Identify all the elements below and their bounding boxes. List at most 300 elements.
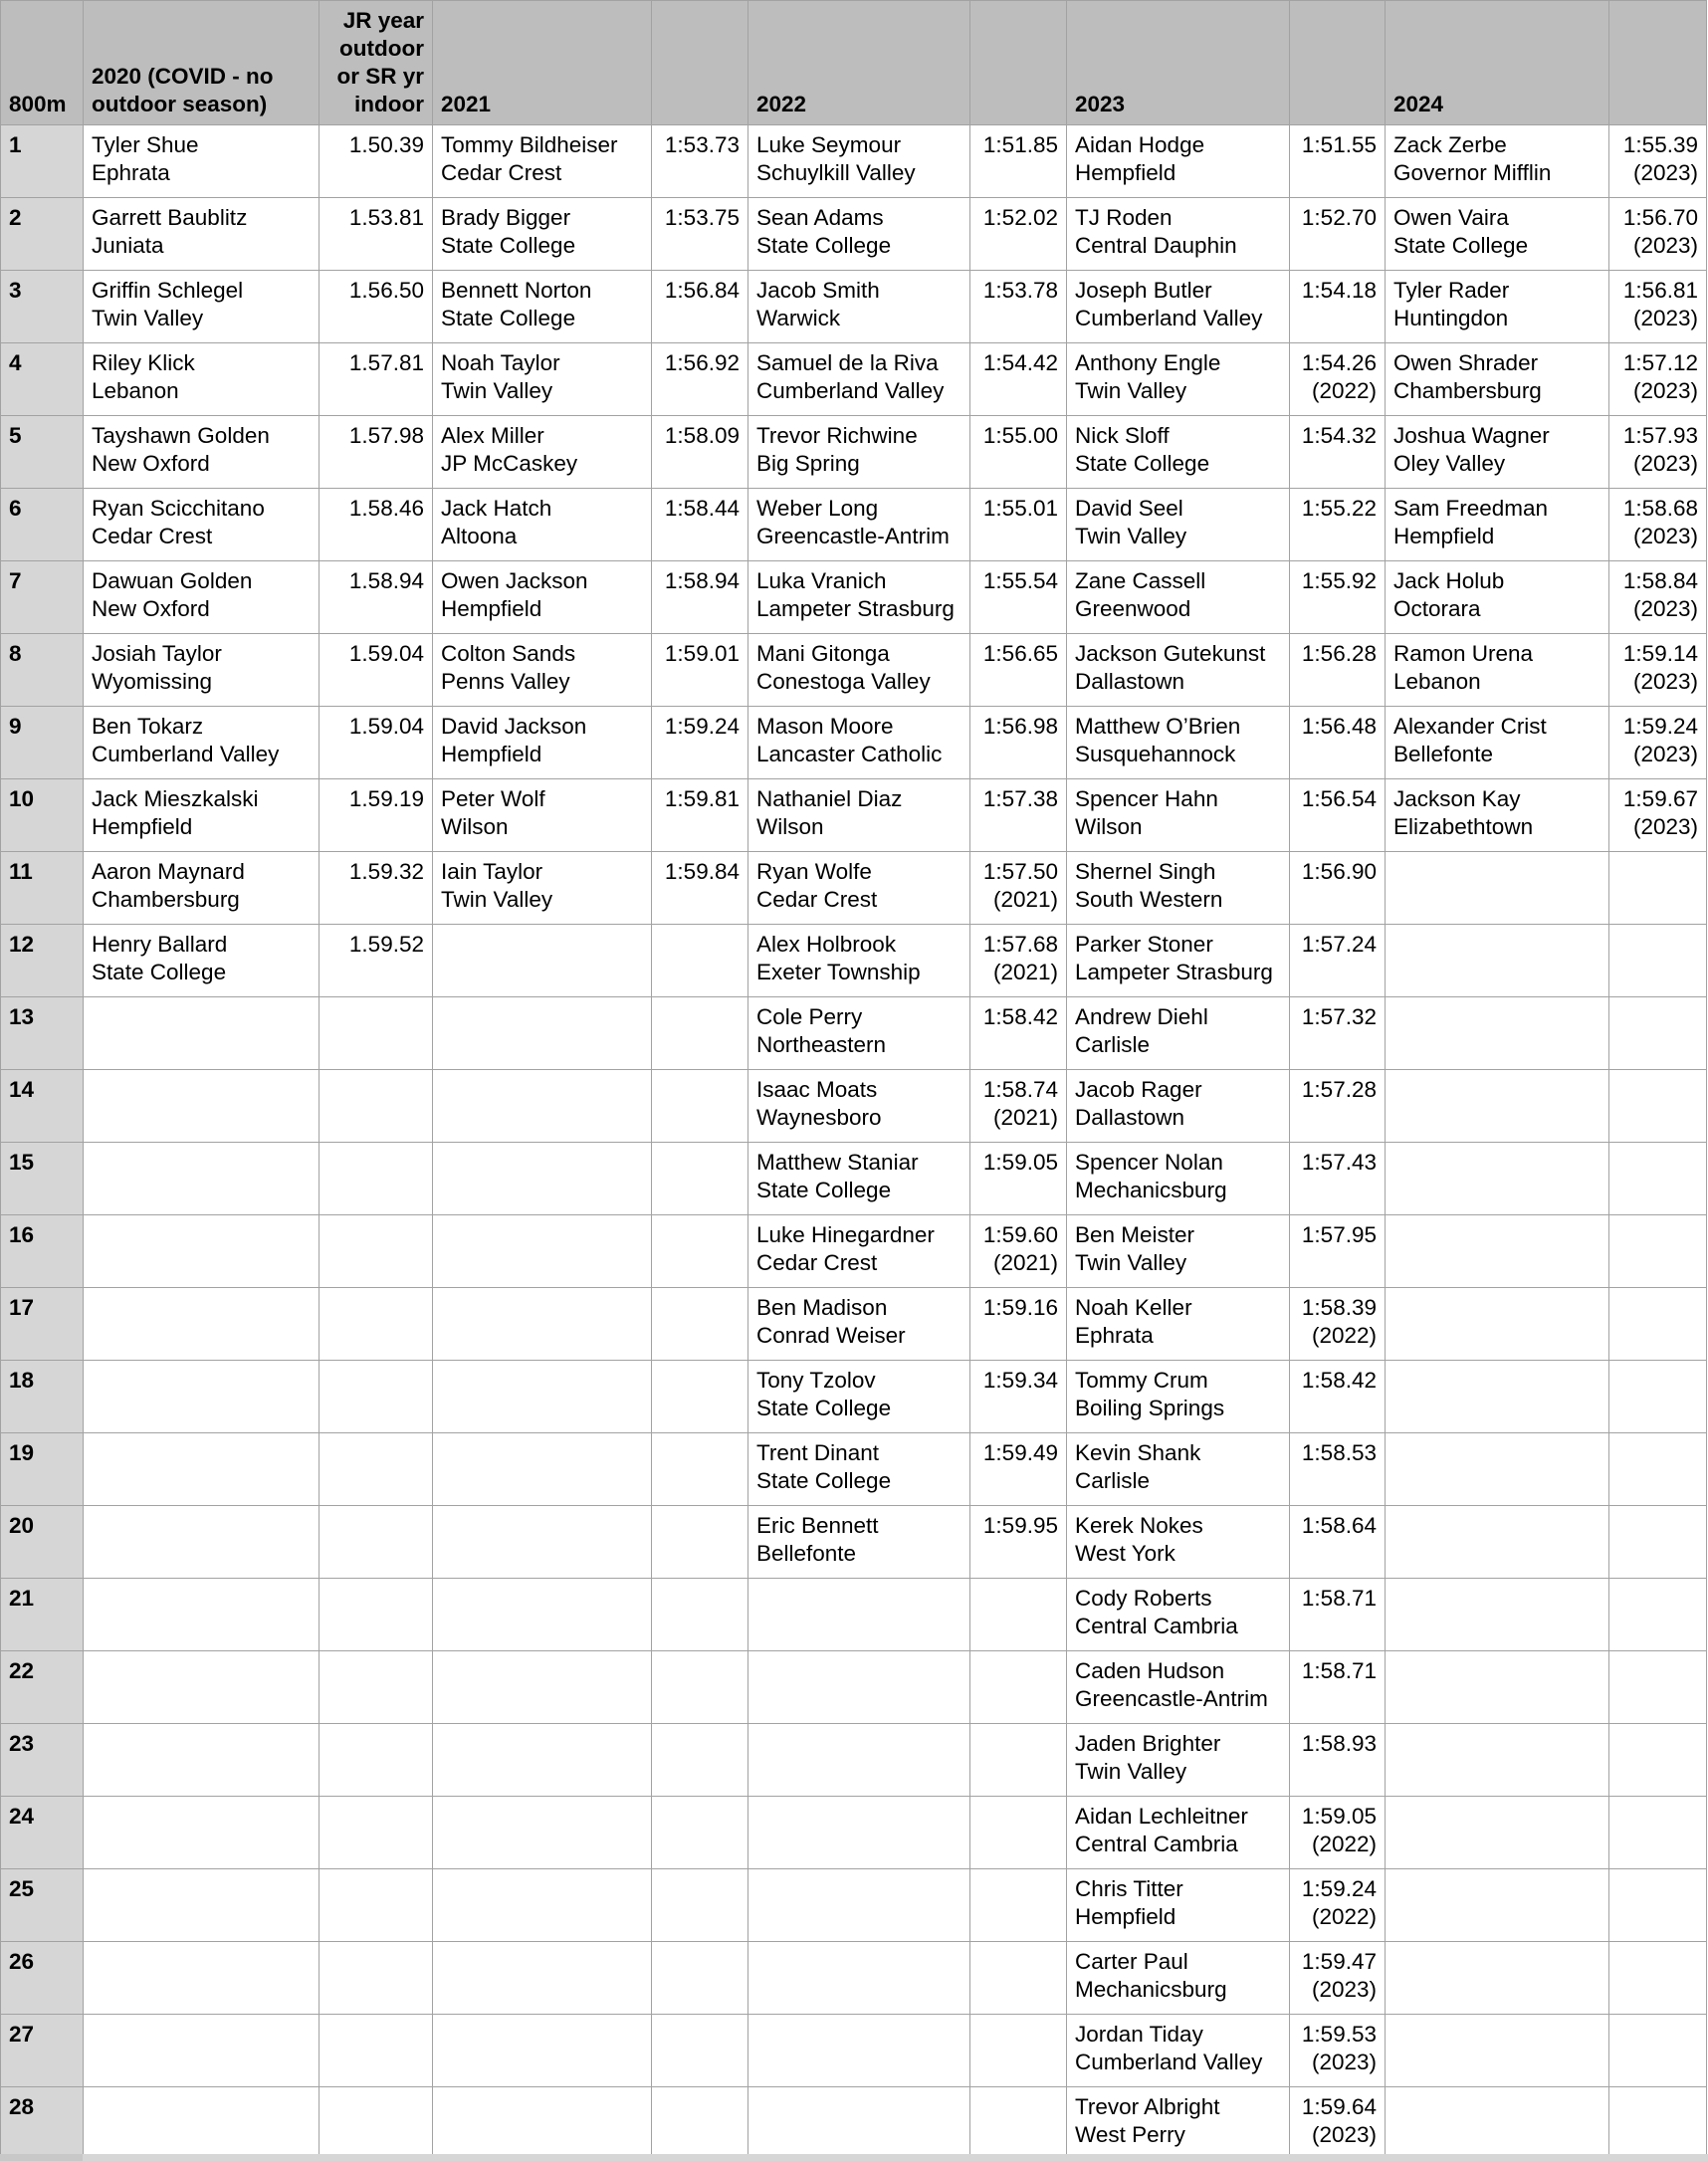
time-cell-2020[interactable] (320, 1797, 433, 1869)
time-cell-2024[interactable] (1609, 779, 1707, 852)
athlete-cell-2020[interactable] (84, 1724, 320, 1797)
athlete-cell-2020[interactable] (84, 634, 320, 707)
time-cell-2022[interactable] (970, 1869, 1067, 1942)
row-rank[interactable]: 26 (1, 1942, 84, 2015)
time-cell-2021[interactable] (652, 561, 748, 634)
athlete-cell-2024[interactable] (1386, 198, 1609, 271)
athlete-cell-2021[interactable] (433, 634, 652, 707)
athlete-cell-2021[interactable] (433, 1070, 652, 1143)
time-cell-2023[interactable] (1290, 1143, 1386, 1215)
athlete-cell-2022[interactable] (748, 852, 970, 925)
time-cell-2022[interactable] (970, 1942, 1067, 2015)
time-cell-2022[interactable] (970, 707, 1067, 779)
athlete-cell-2021[interactable] (433, 125, 652, 198)
time-cell-2024[interactable] (1609, 1797, 1707, 1869)
athlete-cell-2024[interactable] (1386, 489, 1609, 561)
athlete-cell-2023[interactable] (1067, 1070, 1290, 1143)
row-rank[interactable]: 2 (1, 198, 84, 271)
row-rank[interactable]: 7 (1, 561, 84, 634)
athlete-cell-2023[interactable] (1067, 2087, 1290, 2160)
time-cell-2020[interactable] (320, 125, 433, 198)
row-rank[interactable]: 1 (1, 125, 84, 198)
time-cell-2023[interactable] (1290, 125, 1386, 198)
time-cell-2023[interactable] (1290, 198, 1386, 271)
time-cell-2023[interactable] (1290, 1724, 1386, 1797)
time-cell-2020[interactable] (320, 1579, 433, 1651)
time-cell-2021[interactable] (652, 1651, 748, 1724)
row-rank[interactable]: 18 (1, 1361, 84, 1433)
time-cell-2020[interactable] (320, 779, 433, 852)
athlete-cell-2022[interactable] (748, 343, 970, 416)
time-cell-2020[interactable] (320, 1215, 433, 1288)
time-cell-2020[interactable] (320, 2015, 433, 2087)
time-cell-2024[interactable] (1609, 634, 1707, 707)
athlete-cell-2020[interactable] (84, 1506, 320, 1579)
athlete-cell-2020[interactable] (84, 1942, 320, 2015)
athlete-cell-2022[interactable] (748, 489, 970, 561)
athlete-cell-2020[interactable] (84, 779, 320, 852)
time-cell-2021[interactable] (652, 1579, 748, 1651)
athlete-cell-2022[interactable] (748, 1215, 970, 1288)
athlete-cell-2022[interactable] (748, 1361, 970, 1433)
time-cell-2021[interactable] (652, 1070, 748, 1143)
time-cell-2024[interactable] (1609, 852, 1707, 925)
athlete-cell-2023[interactable] (1067, 343, 1290, 416)
athlete-cell-2022[interactable] (748, 561, 970, 634)
athlete-cell-2020[interactable] (84, 1215, 320, 1288)
athlete-cell-2023[interactable] (1067, 1361, 1290, 1433)
athlete-cell-2023[interactable] (1067, 925, 1290, 997)
time-cell-2021[interactable] (652, 1433, 748, 1506)
time-cell-2022[interactable] (970, 125, 1067, 198)
athlete-cell-2020[interactable] (84, 343, 320, 416)
athlete-cell-2024[interactable] (1386, 1215, 1609, 1288)
time-cell-2023[interactable] (1290, 997, 1386, 1070)
athlete-cell-2020[interactable] (84, 1579, 320, 1651)
athlete-cell-2021[interactable] (433, 2087, 652, 2160)
athlete-cell-2020[interactable] (84, 997, 320, 1070)
athlete-cell-2021[interactable] (433, 1579, 652, 1651)
time-cell-2022[interactable] (970, 271, 1067, 343)
athlete-cell-2023[interactable] (1067, 1433, 1290, 1506)
time-cell-2020[interactable] (320, 1942, 433, 2015)
time-cell-2021[interactable] (652, 1288, 748, 1361)
header-event[interactable] (1, 1, 84, 125)
time-cell-2022[interactable] (970, 997, 1067, 1070)
time-cell-2022[interactable] (970, 1361, 1067, 1433)
athlete-cell-2024[interactable] (1386, 852, 1609, 925)
athlete-cell-2024[interactable] (1386, 1288, 1609, 1361)
time-cell-2024[interactable] (1609, 416, 1707, 489)
athlete-cell-2022[interactable] (748, 1288, 970, 1361)
time-cell-2021[interactable] (652, 271, 748, 343)
athlete-cell-2023[interactable] (1067, 1506, 1290, 1579)
time-cell-2023[interactable] (1290, 1869, 1386, 1942)
athlete-cell-2021[interactable] (433, 707, 652, 779)
athlete-cell-2024[interactable] (1386, 1651, 1609, 1724)
athlete-cell-2021[interactable] (433, 1143, 652, 1215)
time-cell-2022[interactable] (970, 634, 1067, 707)
time-cell-2024[interactable] (1609, 925, 1707, 997)
athlete-cell-2020[interactable] (84, 125, 320, 198)
athlete-cell-2021[interactable] (433, 1215, 652, 1288)
athlete-cell-2023[interactable] (1067, 1288, 1290, 1361)
athlete-cell-2024[interactable] (1386, 2015, 1609, 2087)
athlete-cell-2023[interactable] (1067, 1143, 1290, 1215)
time-cell-2023[interactable] (1290, 561, 1386, 634)
row-rank[interactable]: 11 (1, 852, 84, 925)
athlete-cell-2022[interactable] (748, 1942, 970, 2015)
header-2023-time[interactable] (1290, 1, 1386, 125)
time-cell-2023[interactable] (1290, 1942, 1386, 2015)
time-cell-2021[interactable] (652, 2087, 748, 2160)
time-cell-2020[interactable] (320, 1143, 433, 1215)
athlete-cell-2024[interactable] (1386, 416, 1609, 489)
athlete-cell-2022[interactable] (748, 2015, 970, 2087)
time-cell-2021[interactable] (652, 125, 748, 198)
row-rank[interactable]: 13 (1, 997, 84, 1070)
time-cell-2020[interactable] (320, 1506, 433, 1579)
athlete-cell-2021[interactable] (433, 1361, 652, 1433)
row-rank[interactable]: 15 (1, 1143, 84, 1215)
athlete-cell-2023[interactable] (1067, 489, 1290, 561)
time-cell-2024[interactable] (1609, 1651, 1707, 1724)
header-2024-time[interactable] (1609, 1, 1707, 125)
header-2023[interactable] (1067, 1, 1290, 125)
time-cell-2023[interactable] (1290, 1215, 1386, 1288)
time-cell-2020[interactable] (320, 1869, 433, 1942)
athlete-cell-2021[interactable] (433, 2015, 652, 2087)
athlete-cell-2020[interactable] (84, 1433, 320, 1506)
time-cell-2020[interactable] (320, 852, 433, 925)
athlete-cell-2021[interactable] (433, 1506, 652, 1579)
athlete-cell-2023[interactable] (1067, 634, 1290, 707)
row-rank[interactable]: 9 (1, 707, 84, 779)
time-cell-2024[interactable] (1609, 1143, 1707, 1215)
time-cell-2024[interactable] (1609, 1215, 1707, 1288)
time-cell-2021[interactable] (652, 779, 748, 852)
athlete-cell-2020[interactable] (84, 1797, 320, 1869)
athlete-cell-2020[interactable] (84, 489, 320, 561)
time-cell-2021[interactable] (652, 997, 748, 1070)
row-rank[interactable]: 6 (1, 489, 84, 561)
athlete-cell-2023[interactable] (1067, 1942, 1290, 2015)
header-2022[interactable] (748, 1, 970, 125)
time-cell-2022[interactable] (970, 1215, 1067, 1288)
time-cell-2023[interactable] (1290, 1070, 1386, 1143)
athlete-cell-2024[interactable] (1386, 1506, 1609, 1579)
time-cell-2022[interactable] (970, 1070, 1067, 1143)
athlete-cell-2024[interactable] (1386, 561, 1609, 634)
athlete-cell-2024[interactable] (1386, 925, 1609, 997)
athlete-cell-2024[interactable] (1386, 2087, 1609, 2160)
athlete-cell-2024[interactable] (1386, 634, 1609, 707)
time-cell-2023[interactable] (1290, 1288, 1386, 1361)
time-cell-2023[interactable] (1290, 2015, 1386, 2087)
time-cell-2021[interactable] (652, 489, 748, 561)
athlete-cell-2023[interactable] (1067, 779, 1290, 852)
time-cell-2021[interactable] (652, 852, 748, 925)
athlete-cell-2024[interactable] (1386, 1070, 1609, 1143)
athlete-cell-2023[interactable] (1067, 1651, 1290, 1724)
row-rank[interactable]: 27 (1, 2015, 84, 2087)
time-cell-2022[interactable] (970, 561, 1067, 634)
athlete-cell-2022[interactable] (748, 925, 970, 997)
time-cell-2021[interactable] (652, 1361, 748, 1433)
time-cell-2020[interactable] (320, 1433, 433, 1506)
time-cell-2024[interactable] (1609, 561, 1707, 634)
time-cell-2021[interactable] (652, 1869, 748, 1942)
athlete-cell-2024[interactable] (1386, 997, 1609, 1070)
time-cell-2023[interactable] (1290, 271, 1386, 343)
time-cell-2020[interactable] (320, 416, 433, 489)
time-cell-2022[interactable] (970, 198, 1067, 271)
athlete-cell-2021[interactable] (433, 198, 652, 271)
time-cell-2023[interactable] (1290, 1797, 1386, 1869)
row-rank[interactable]: 4 (1, 343, 84, 416)
athlete-cell-2020[interactable] (84, 1070, 320, 1143)
athlete-cell-2023[interactable] (1067, 997, 1290, 1070)
time-cell-2021[interactable] (652, 343, 748, 416)
athlete-cell-2020[interactable] (84, 1361, 320, 1433)
athlete-cell-2021[interactable] (433, 1433, 652, 1506)
time-cell-2021[interactable] (652, 2015, 748, 2087)
athlete-cell-2023[interactable] (1067, 707, 1290, 779)
time-cell-2023[interactable] (1290, 707, 1386, 779)
time-cell-2024[interactable] (1609, 1070, 1707, 1143)
time-cell-2020[interactable] (320, 1361, 433, 1433)
time-cell-2024[interactable] (1609, 489, 1707, 561)
row-rank[interactable]: 25 (1, 1869, 84, 1942)
athlete-cell-2020[interactable] (84, 1651, 320, 1724)
athlete-cell-2023[interactable] (1067, 1215, 1290, 1288)
athlete-cell-2023[interactable] (1067, 1724, 1290, 1797)
row-rank[interactable]: 28 (1, 2087, 84, 2160)
athlete-cell-2020[interactable] (84, 707, 320, 779)
time-cell-2021[interactable] (652, 1215, 748, 1288)
athlete-cell-2021[interactable] (433, 1797, 652, 1869)
athlete-cell-2024[interactable] (1386, 125, 1609, 198)
time-cell-2024[interactable] (1609, 2015, 1707, 2087)
time-cell-2023[interactable] (1290, 1506, 1386, 1579)
time-cell-2022[interactable] (970, 2015, 1067, 2087)
athlete-cell-2022[interactable] (748, 997, 970, 1070)
time-cell-2021[interactable] (652, 1506, 748, 1579)
time-cell-2022[interactable] (970, 2087, 1067, 2160)
time-cell-2021[interactable] (652, 925, 748, 997)
row-rank[interactable]: 16 (1, 1215, 84, 1288)
time-cell-2022[interactable] (970, 1288, 1067, 1361)
athlete-cell-2024[interactable] (1386, 1724, 1609, 1797)
time-cell-2023[interactable] (1290, 1579, 1386, 1651)
time-cell-2020[interactable] (320, 2087, 433, 2160)
athlete-cell-2023[interactable] (1067, 125, 1290, 198)
time-cell-2023[interactable] (1290, 416, 1386, 489)
time-cell-2020[interactable] (320, 925, 433, 997)
athlete-cell-2022[interactable] (748, 779, 970, 852)
time-cell-2024[interactable] (1609, 1433, 1707, 1506)
athlete-cell-2020[interactable] (84, 925, 320, 997)
athlete-cell-2022[interactable] (748, 1579, 970, 1651)
time-cell-2021[interactable] (652, 198, 748, 271)
time-cell-2022[interactable] (970, 1651, 1067, 1724)
athlete-cell-2022[interactable] (748, 1724, 970, 1797)
header-2022-time[interactable] (970, 1, 1067, 125)
athlete-cell-2022[interactable] (748, 271, 970, 343)
row-rank[interactable]: 21 (1, 1579, 84, 1651)
time-cell-2021[interactable] (652, 634, 748, 707)
time-cell-2022[interactable] (970, 1143, 1067, 1215)
time-cell-2021[interactable] (652, 416, 748, 489)
athlete-cell-2022[interactable] (748, 1797, 970, 1869)
athlete-cell-2021[interactable] (433, 779, 652, 852)
time-cell-2024[interactable] (1609, 1579, 1707, 1651)
time-cell-2024[interactable] (1609, 2087, 1707, 2160)
time-cell-2020[interactable] (320, 198, 433, 271)
athlete-cell-2022[interactable] (748, 1651, 970, 1724)
time-cell-2020[interactable] (320, 489, 433, 561)
athlete-cell-2020[interactable] (84, 416, 320, 489)
athlete-cell-2020[interactable] (84, 2015, 320, 2087)
time-cell-2023[interactable] (1290, 925, 1386, 997)
athlete-cell-2024[interactable] (1386, 1797, 1609, 1869)
athlete-cell-2021[interactable] (433, 1942, 652, 2015)
athlete-cell-2024[interactable] (1386, 1361, 1609, 1433)
row-rank[interactable]: 17 (1, 1288, 84, 1361)
athlete-cell-2023[interactable] (1067, 561, 1290, 634)
athlete-cell-2022[interactable] (748, 2087, 970, 2160)
athlete-cell-2021[interactable] (433, 561, 652, 634)
athlete-cell-2021[interactable] (433, 416, 652, 489)
time-cell-2022[interactable] (970, 1506, 1067, 1579)
time-cell-2024[interactable] (1609, 125, 1707, 198)
time-cell-2021[interactable] (652, 707, 748, 779)
time-cell-2022[interactable] (970, 1579, 1067, 1651)
athlete-cell-2022[interactable] (748, 1433, 970, 1506)
row-rank[interactable]: 23 (1, 1724, 84, 1797)
athlete-cell-2021[interactable] (433, 1288, 652, 1361)
header-2021-time[interactable] (652, 1, 748, 125)
time-cell-2023[interactable] (1290, 1361, 1386, 1433)
athlete-cell-2021[interactable] (433, 343, 652, 416)
athlete-cell-2020[interactable] (84, 1869, 320, 1942)
time-cell-2022[interactable] (970, 779, 1067, 852)
athlete-cell-2024[interactable] (1386, 271, 1609, 343)
athlete-cell-2021[interactable] (433, 925, 652, 997)
athlete-cell-2022[interactable] (748, 1869, 970, 1942)
time-cell-2021[interactable] (652, 1942, 748, 2015)
header-2024[interactable] (1386, 1, 1609, 125)
time-cell-2023[interactable] (1290, 1651, 1386, 1724)
athlete-cell-2020[interactable] (84, 561, 320, 634)
athlete-cell-2022[interactable] (748, 416, 970, 489)
athlete-cell-2023[interactable] (1067, 1797, 1290, 1869)
athlete-cell-2021[interactable] (433, 1869, 652, 1942)
athlete-cell-2020[interactable] (84, 2087, 320, 2160)
athlete-cell-2020[interactable] (84, 1288, 320, 1361)
time-cell-2022[interactable] (970, 1724, 1067, 1797)
time-cell-2022[interactable] (970, 925, 1067, 997)
athlete-cell-2022[interactable] (748, 1506, 970, 1579)
row-rank[interactable]: 24 (1, 1797, 84, 1869)
athlete-cell-2024[interactable] (1386, 1869, 1609, 1942)
athlete-cell-2020[interactable] (84, 852, 320, 925)
header-2021[interactable] (433, 1, 652, 125)
time-cell-2023[interactable] (1290, 852, 1386, 925)
time-cell-2024[interactable] (1609, 1361, 1707, 1433)
time-cell-2021[interactable] (652, 1143, 748, 1215)
time-cell-2020[interactable] (320, 707, 433, 779)
athlete-cell-2022[interactable] (748, 707, 970, 779)
time-cell-2023[interactable] (1290, 1433, 1386, 1506)
time-cell-2020[interactable] (320, 1070, 433, 1143)
athlete-cell-2021[interactable] (433, 1724, 652, 1797)
athlete-cell-2024[interactable] (1386, 1433, 1609, 1506)
time-cell-2024[interactable] (1609, 707, 1707, 779)
athlete-cell-2024[interactable] (1386, 779, 1609, 852)
athlete-cell-2023[interactable] (1067, 198, 1290, 271)
athlete-cell-2022[interactable] (748, 634, 970, 707)
time-cell-2020[interactable] (320, 343, 433, 416)
athlete-cell-2024[interactable] (1386, 1143, 1609, 1215)
time-cell-2020[interactable] (320, 997, 433, 1070)
athlete-cell-2023[interactable] (1067, 852, 1290, 925)
row-rank[interactable]: 14 (1, 1070, 84, 1143)
time-cell-2024[interactable] (1609, 198, 1707, 271)
athlete-cell-2024[interactable] (1386, 707, 1609, 779)
athlete-cell-2022[interactable] (748, 1143, 970, 1215)
time-cell-2020[interactable] (320, 1651, 433, 1724)
athlete-cell-2023[interactable] (1067, 1579, 1290, 1651)
time-cell-2022[interactable] (970, 1433, 1067, 1506)
time-cell-2020[interactable] (320, 1724, 433, 1797)
athlete-cell-2024[interactable] (1386, 343, 1609, 416)
athlete-cell-2022[interactable] (748, 1070, 970, 1143)
time-cell-2023[interactable] (1290, 489, 1386, 561)
row-rank[interactable]: 5 (1, 416, 84, 489)
athlete-cell-2023[interactable] (1067, 271, 1290, 343)
athlete-cell-2022[interactable] (748, 198, 970, 271)
athlete-cell-2021[interactable] (433, 852, 652, 925)
row-rank[interactable]: 12 (1, 925, 84, 997)
athlete-cell-2022[interactable] (748, 125, 970, 198)
time-cell-2021[interactable] (652, 1724, 748, 1797)
time-cell-2024[interactable] (1609, 1942, 1707, 2015)
time-cell-2023[interactable] (1290, 779, 1386, 852)
athlete-cell-2020[interactable] (84, 271, 320, 343)
row-rank[interactable]: 3 (1, 271, 84, 343)
time-cell-2022[interactable] (970, 852, 1067, 925)
athlete-cell-2021[interactable] (433, 1651, 652, 1724)
athlete-cell-2021[interactable] (433, 489, 652, 561)
time-cell-2024[interactable] (1609, 271, 1707, 343)
time-cell-2020[interactable] (320, 271, 433, 343)
athlete-cell-2021[interactable] (433, 271, 652, 343)
time-cell-2024[interactable] (1609, 1869, 1707, 1942)
time-cell-2023[interactable] (1290, 2087, 1386, 2160)
time-cell-2022[interactable] (970, 343, 1067, 416)
time-cell-2020[interactable] (320, 1288, 433, 1361)
time-cell-2021[interactable] (652, 1797, 748, 1869)
row-rank[interactable]: 8 (1, 634, 84, 707)
time-cell-2020[interactable] (320, 634, 433, 707)
time-cell-2024[interactable] (1609, 1506, 1707, 1579)
time-cell-2022[interactable] (970, 416, 1067, 489)
time-cell-2022[interactable] (970, 489, 1067, 561)
athlete-cell-2023[interactable] (1067, 416, 1290, 489)
time-cell-2024[interactable] (1609, 997, 1707, 1070)
athlete-cell-2024[interactable] (1386, 1579, 1609, 1651)
